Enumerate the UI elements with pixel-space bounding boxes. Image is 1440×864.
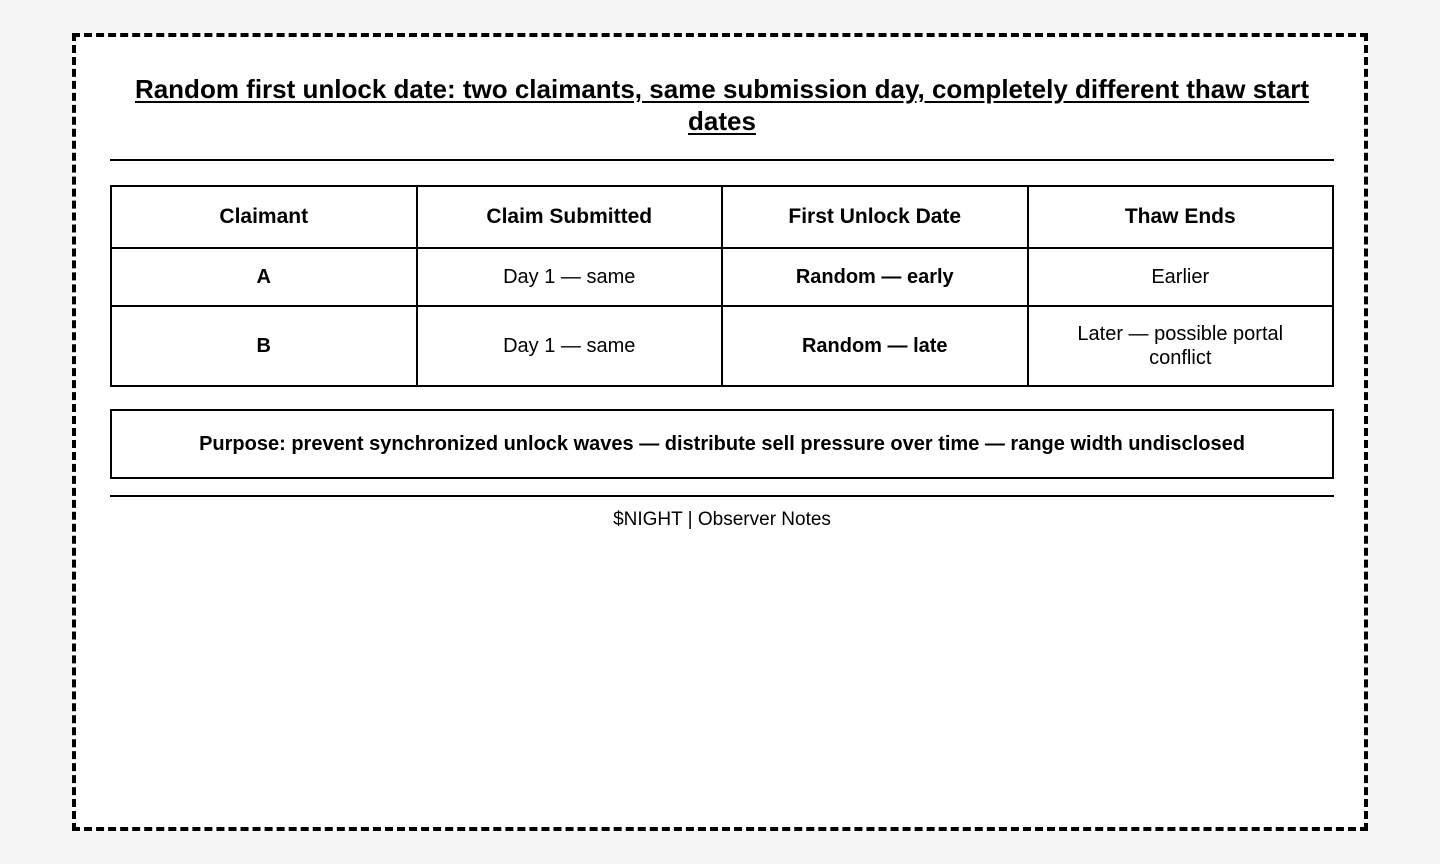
footer-divider	[110, 495, 1334, 497]
cell-first-unlock-date: Random — early	[722, 248, 1028, 306]
table-row	[111, 248, 1333, 306]
cell-thaw-ends: Earlier	[1028, 248, 1334, 306]
cell-claimant: A	[111, 248, 417, 306]
header-first-unlock-date: First Unlock Date	[722, 186, 1028, 248]
cell-first-unlock-date: Random — late	[722, 306, 1028, 386]
page-title: Random first unlock date: two claimants, same submission day, completely different thaw start dates	[134, 74, 1310, 136]
comparison-table	[110, 185, 1334, 387]
header-thaw-ends: Thaw Ends	[1028, 186, 1334, 248]
footer-credit: $NIGHT | Observer Notes	[613, 509, 831, 530]
cell-thaw-ends: Later — possible portal conflict	[1028, 306, 1334, 386]
cell-claim-submitted: Day 1 — same	[417, 306, 723, 386]
table-header-row	[111, 186, 1333, 248]
cell-claimant: B	[111, 306, 417, 386]
purpose-text: Purpose: prevent synchronized unlock waves — distribute sell pressure over time — range width undisclosed	[199, 432, 1245, 455]
table-row	[111, 306, 1333, 386]
header-claimant: Claimant	[111, 186, 417, 248]
cell-claim-submitted: Day 1 — same	[417, 248, 723, 306]
title-divider	[110, 159, 1334, 161]
purpose-note	[110, 409, 1334, 479]
header-claim-submitted: Claim Submitted	[417, 186, 723, 248]
dashed-frame	[72, 33, 1368, 831]
content-area	[110, 37, 1334, 531]
